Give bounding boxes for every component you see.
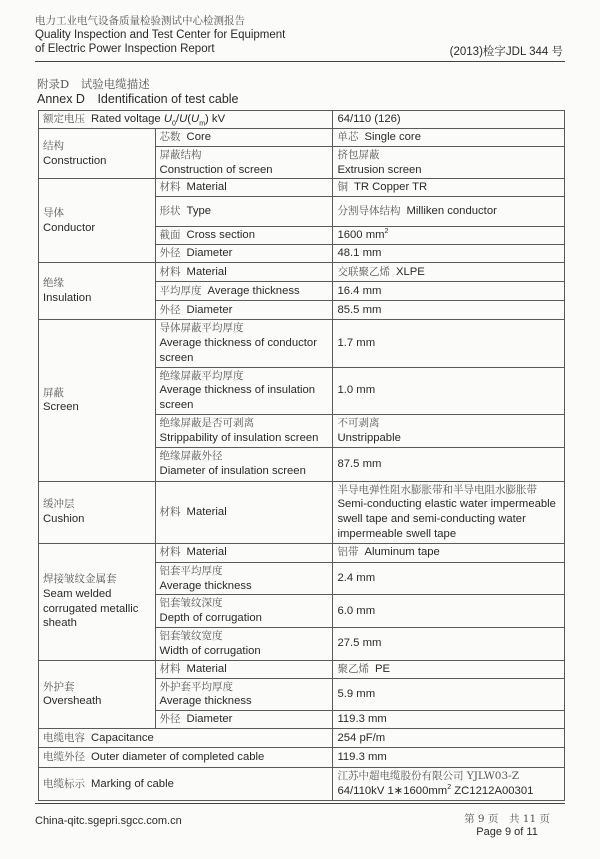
cable-spec-table: [38, 110, 565, 801]
table-row: [39, 129, 565, 147]
value: 254 pF/m: [337, 731, 386, 744]
table-row: [39, 320, 565, 367]
group-label-en: Oversheath: [43, 695, 102, 708]
parameter-cell: [155, 543, 333, 562]
value: 6.0 mm: [337, 604, 376, 617]
parameter-cn: 铝套平均厚度: [159, 564, 223, 577]
value-superscript: 2: [384, 228, 389, 236]
value-cell: [333, 245, 565, 263]
parameter-cell: [155, 301, 333, 320]
group-label-en: Insulation: [43, 292, 92, 305]
rated-voltage-label: [39, 111, 333, 129]
table-row: [39, 179, 565, 197]
parameter-cn: 绝缘屏蔽是否可剥离: [159, 416, 255, 429]
value-cell: [333, 179, 565, 197]
label-en: Rated voltage: [91, 113, 164, 126]
table-row-capacitance: [39, 729, 565, 748]
label-cn: 电缆标示: [43, 777, 85, 790]
value: 27.5 mm: [337, 637, 382, 650]
table-row: [39, 263, 565, 282]
group-label: [39, 129, 156, 179]
value-cell: [333, 227, 565, 245]
parameter-en: Diameter: [186, 247, 233, 260]
value-cell: [333, 711, 565, 729]
parameter-cn: 外径: [159, 247, 181, 260]
group-label: [39, 543, 156, 660]
parameter-cell: [155, 678, 333, 711]
group-label-cn: 屏蔽: [43, 386, 64, 399]
parameter-en: Strippability of insulation screen: [159, 431, 319, 444]
parameter-cell: [155, 227, 333, 245]
parameter-cn: 材料: [159, 662, 181, 675]
parameter-cn: 外径: [159, 713, 181, 726]
group-label-cn: 缓冲层: [43, 498, 75, 511]
group-label-cn: 外护套: [43, 680, 75, 693]
annex-title-en: Annex D Identification of test cable: [37, 92, 239, 106]
value-en: PE: [374, 662, 391, 675]
parameter-cell: [155, 481, 333, 543]
value-cell: [333, 768, 565, 801]
parameter-cell: [155, 627, 333, 660]
value: 87.5 mm: [337, 457, 382, 470]
parameter-cn: 材料: [159, 505, 181, 518]
value: 1.7 mm: [337, 336, 376, 349]
org-name-en-line1: Quality Inspection and Test Center for Equipment: [35, 29, 286, 41]
parameter-cn: 材料: [159, 265, 181, 278]
value-cn: 铝带: [337, 546, 359, 559]
group-label-en: Construction: [43, 154, 107, 167]
parameter-en: Average thickness: [159, 695, 252, 708]
parameter-en: Cross section: [186, 229, 255, 242]
um-symbol: U: [191, 113, 200, 126]
table-row-rated-voltage: [39, 111, 565, 129]
paren-open: (: [187, 113, 192, 126]
value-cn: 铜: [337, 181, 348, 194]
footer-page-number: [464, 813, 550, 839]
parameter-cn: 绝缘屏蔽外径: [159, 450, 223, 463]
value-cell: [333, 562, 565, 595]
value-cell: [333, 595, 565, 628]
marking-superscript: 2: [447, 784, 452, 792]
parameter-en: Type: [186, 205, 212, 218]
value-cell: [333, 660, 565, 678]
row-label: [39, 748, 333, 768]
header-rule: [35, 61, 565, 62]
group-label-en: Conductor: [43, 221, 96, 234]
group-label-cn: 焊接皱纹金属套: [43, 573, 117, 586]
parameter-en: Depth of corrugation: [159, 612, 262, 625]
table-row: [39, 660, 565, 678]
u-symbol: U: [179, 113, 188, 126]
value: 85.5 mm: [337, 303, 382, 316]
unit: kV: [208, 113, 226, 126]
parameter-cn: 绝缘屏蔽平均厚度: [159, 369, 244, 382]
value-cn: 单芯: [337, 131, 359, 143]
parameter-cn: 形状: [159, 205, 181, 218]
value-cn: 半导电弹性阻水膨胀带和半导电阻水膨胀带: [337, 483, 537, 496]
value: 16.4 mm: [337, 284, 382, 297]
value-cell: [333, 627, 565, 660]
group-label: [39, 320, 156, 481]
parameter-en: Material: [186, 265, 227, 278]
group-label: [39, 660, 156, 729]
footer-rule: [35, 803, 565, 804]
parameter-cn: 铝套皱纹深度: [159, 597, 223, 610]
label-cn: 电缆电容: [43, 731, 85, 744]
value-cell: [333, 367, 565, 414]
marking-line2: 64/110kV 1∗1600mm: [337, 784, 448, 797]
parameter-en: Diameter: [186, 303, 233, 316]
group-label-en: Cushion: [43, 513, 85, 526]
parameter-en: Diameter of insulation screen: [159, 465, 306, 478]
parameter-cell: [155, 414, 333, 447]
parameter-cell: [155, 282, 333, 301]
parameter-en: Average thickness: [207, 284, 300, 297]
parameter-cell: [155, 447, 333, 481]
parameter-en: Material: [186, 546, 227, 559]
parameter-cell: [155, 179, 333, 197]
value: 48.1 mm: [337, 247, 382, 260]
report-header: [35, 14, 285, 56]
parameter-cn: 外径: [159, 303, 181, 316]
parameter-cn: 材料: [159, 546, 181, 559]
parameter-cell: [155, 367, 333, 414]
parameter-cell: [155, 263, 333, 282]
u0-symbol: U: [163, 113, 173, 126]
footer-url: China-qitc.sgepri.sgcc.com.cn: [35, 815, 182, 827]
parameter-en: Average thickness: [159, 579, 252, 592]
label-en: Marking of cable: [91, 777, 174, 790]
parameter-cell: [155, 711, 333, 729]
parameter-cn: 铝套皱纹宽度: [159, 629, 223, 642]
parameter-cell: [155, 660, 333, 678]
parameter-cn: 屏蔽结构: [159, 148, 202, 161]
value: 119.3 mm: [337, 751, 387, 764]
value-cell: [333, 197, 565, 227]
value-en: Milliken conductor: [406, 205, 497, 218]
parameter-cell: [155, 197, 333, 227]
value-cell: [333, 282, 565, 301]
parameter-cn: 导体屏蔽平均厚度: [159, 322, 244, 335]
value-en: XLPE: [395, 265, 425, 278]
parameter-cn: 材料: [159, 181, 181, 194]
parameter-en: Material: [186, 662, 227, 675]
value-cn: 聚乙烯: [337, 662, 369, 675]
org-name-en-line2: of Electric Power Inspection Report: [35, 43, 215, 55]
row-label: [39, 729, 333, 748]
value-cell: [333, 320, 565, 367]
rated-voltage-value: 64/110 (126): [333, 111, 565, 129]
parameter-en: Diameter: [186, 713, 233, 726]
marking-serial: ZC1212A00301: [451, 784, 534, 797]
table-row-marking: [39, 768, 565, 801]
parameter-cell: [155, 146, 333, 179]
group-label: [39, 481, 156, 543]
parameter-cell: [155, 595, 333, 628]
label-cn: 电缆外径: [43, 751, 85, 764]
parameter-cn: 平均厚度: [159, 284, 202, 297]
value-en: Unstrippable: [337, 431, 401, 444]
value-cn: 交联聚乙烯: [337, 265, 390, 278]
value-cell: [333, 263, 565, 282]
page-number-en: Page 9 of 11: [476, 826, 538, 838]
value-cn: 分割导体结构: [337, 205, 401, 218]
parameter-cell: [155, 245, 333, 263]
group-label-cn: 导体: [43, 206, 64, 219]
value-en: Semi-conducting elastic water impermeable swell tape and semi-conducting water impermeable swell tape: [337, 498, 556, 540]
parameter-cn: 外护套平均厚度: [159, 680, 234, 693]
table-row: [39, 543, 565, 562]
value-en: Single core: [364, 131, 421, 143]
value: 119.3 mm: [337, 713, 387, 726]
value-en: TR Copper TR: [353, 181, 428, 194]
value-cell: [333, 543, 565, 562]
parameter-en: Material: [186, 505, 227, 518]
org-name-cn: 电力工业电气设备质量检验测试中心检测报告: [35, 15, 245, 27]
value-cell: [333, 129, 565, 147]
value: 5.9 mm: [337, 687, 376, 700]
parameter-en: Average thickness of insulation screen: [159, 384, 316, 412]
group-label-cn: 结构: [43, 139, 64, 152]
value-cell: [333, 481, 565, 543]
value-cell: [333, 748, 565, 768]
paren-close: ): [205, 113, 209, 126]
table-row-outer-diameter: [39, 748, 565, 768]
table-row: [39, 481, 565, 543]
value: 1600 mm: [337, 229, 385, 242]
parameter-cn: 芯数: [159, 131, 181, 143]
page-number-cn: 第 9 页 共 11 页: [464, 813, 550, 825]
parameter-en: Average thickness of conductor screen: [159, 336, 317, 364]
parameter-en: Core: [186, 131, 212, 143]
um-subscript: m: [199, 120, 206, 128]
annex-title-cn: 附录D 试验电缆描述: [37, 77, 150, 91]
parameter-cn: 截面: [159, 229, 181, 242]
value-en: Extrusion screen: [337, 163, 422, 176]
value-cell: [333, 301, 565, 320]
group-label: [39, 179, 156, 263]
group-label-en: Seam welded corrugated metallic sheath: [43, 587, 139, 630]
row-label: [39, 768, 333, 801]
value-en: Aluminum tape: [364, 546, 440, 559]
value-cn: 挤包屏蔽: [337, 148, 380, 161]
label-en: Outer diameter of completed cable: [91, 751, 265, 764]
parameter-en: Construction of screen: [159, 163, 273, 176]
parameter-cell: [155, 320, 333, 367]
report-number: (2013)检字JDL 344 号: [449, 46, 563, 58]
value-cell: [333, 729, 565, 748]
parameter-en: Width of corrugation: [159, 644, 261, 657]
group-label: [39, 263, 156, 320]
annex-title: [37, 77, 239, 107]
group-label-en: Screen: [43, 401, 79, 414]
parameter-cell: [155, 129, 333, 147]
label-en: Capacitance: [91, 731, 154, 744]
marking-line1: 江苏中超电缆股份有限公司 YJLW03-Z: [337, 770, 519, 783]
slash: /: [175, 113, 180, 126]
value: 2.4 mm: [337, 572, 376, 585]
parameter-en: Material: [186, 181, 227, 194]
value-cell: [333, 678, 565, 711]
value-cn: 不可剥离: [337, 416, 380, 429]
value-cell: [333, 146, 565, 179]
value-cell: [333, 414, 565, 447]
label-cn: 额定电压: [43, 113, 85, 126]
parameter-cell: [155, 562, 333, 595]
value-cell: [333, 447, 565, 481]
group-label-cn: 绝缘: [43, 277, 64, 290]
u0-subscript: 0: [172, 120, 176, 128]
value: 1.0 mm: [337, 384, 376, 397]
